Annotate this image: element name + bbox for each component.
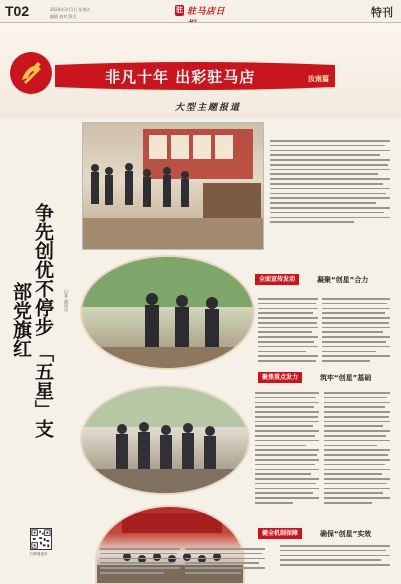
banner-title: 非凡十年 出彩驻马店 (105, 68, 256, 86)
section-3-column-3 (280, 545, 390, 569)
section-1-tag: 全面宣传发动 (255, 274, 299, 285)
meta-editors: 编辑 校对 版式 (50, 14, 77, 19)
section-1-title: 凝聚“创星”合力 (317, 276, 369, 284)
feature-vertical-title: 争先创优不停步 「五星」支部党旗红 (10, 202, 54, 438)
section-3-title: 确保“创星”实效 (320, 530, 372, 538)
meta-date: 2024年3月1日 星期五 (50, 7, 91, 12)
section-2-column-1 (255, 392, 319, 512)
photo-illustration (83, 123, 264, 250)
party-emblem-icon (8, 50, 54, 96)
section-2-column-2 (324, 392, 390, 512)
city-tag: 汝南篇 (308, 75, 329, 83)
qr-label: 扫码看更多 (30, 552, 48, 556)
section-label: 特刊 (371, 6, 393, 19)
section-2-title: 筑牢“创星”基础 (320, 374, 372, 382)
meeting-photo (80, 385, 250, 495)
section-3-column-1 (100, 548, 180, 574)
exhibition-hall-photo (82, 122, 264, 250)
logo-icon: 驻 (176, 6, 183, 14)
section-3-tag: 健全机制保障 (258, 528, 302, 539)
inspection-photo (80, 255, 255, 370)
section-2-tag: 聚焦重点发力 (258, 372, 302, 383)
section-1-heading (255, 274, 395, 285)
intro-text-block (270, 140, 390, 235)
photo-illustration (82, 387, 250, 495)
section-3-column-2 (185, 548, 265, 574)
section-3-heading (258, 528, 398, 539)
series-title: 大型主题报道 (175, 103, 242, 113)
masthead-name: 驻马店日 (187, 7, 226, 17)
section-2-heading (258, 372, 398, 383)
edition-meta (50, 6, 145, 20)
section-1-column-1 (258, 298, 318, 366)
newspaper-logo (175, 4, 227, 18)
page-number: T02 (5, 3, 30, 19)
photo-illustration (82, 257, 255, 370)
qr-code-icon[interactable] (30, 528, 52, 550)
feature-byline: 记者 通讯员 (64, 290, 69, 312)
section-1-column-2 (322, 298, 390, 366)
